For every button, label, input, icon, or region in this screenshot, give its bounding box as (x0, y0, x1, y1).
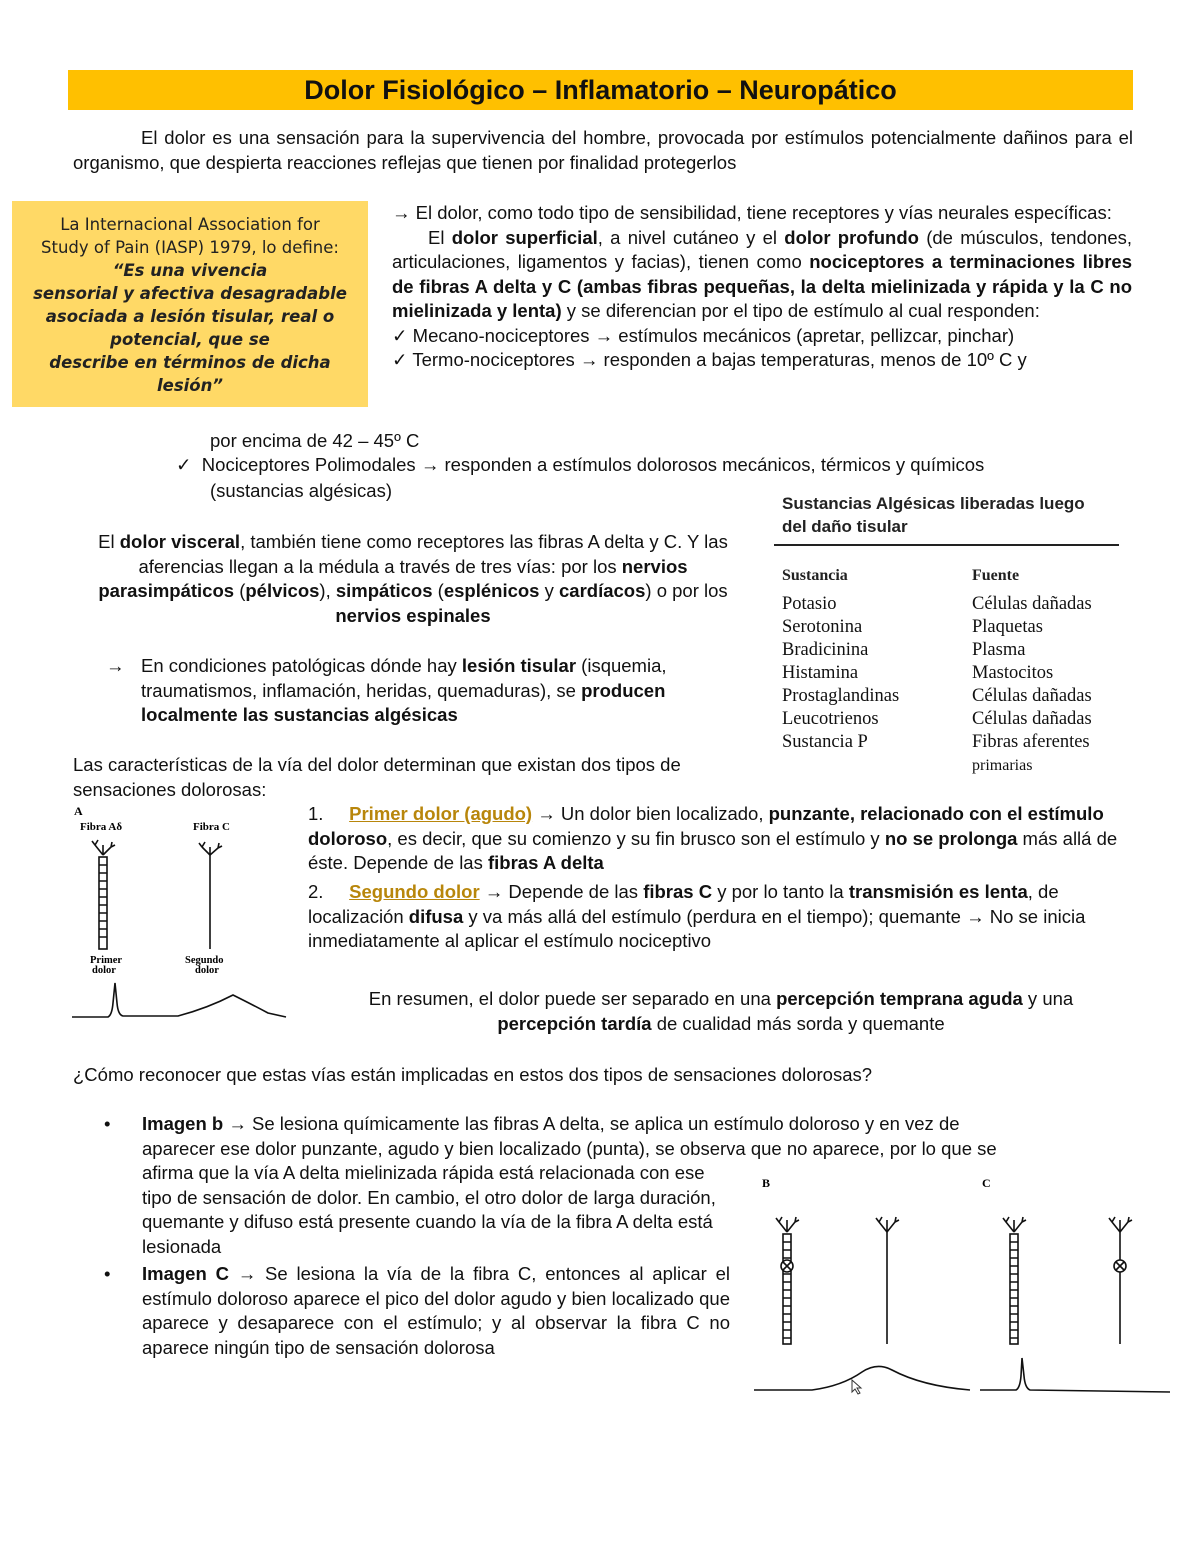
term-dolor-profundo: dolor profundo (784, 226, 919, 248)
table-cell: Células dañadas (972, 594, 1092, 614)
table-cell: Prostaglandinas (782, 686, 900, 706)
term: nervios espinales (335, 604, 491, 626)
term: fibras A delta (488, 852, 604, 873)
iasp-definition-box (12, 201, 368, 407)
term-sustancias-algesicas: producen localmente las sustancias algésicas (141, 679, 666, 725)
intro-paragraph (73, 126, 1133, 175)
check-text: Termo-nociceptores → responden a bajas temperaturas, menos de 10º C y (412, 349, 1027, 370)
patologicas-arrow: → (106, 655, 125, 676)
superficial-paragraph (392, 226, 1132, 324)
algesic-table (782, 564, 1092, 777)
pain-trace-icon (980, 1358, 1170, 1392)
text: → Depende de las (479, 881, 644, 902)
list-number: 1. (308, 803, 324, 824)
figure-a-diagram (68, 803, 293, 1023)
table-cell: Fibras aferentes (972, 732, 1090, 752)
text: ( (432, 580, 444, 601)
imagen-label: Imagen b (142, 1113, 224, 1134)
table-cell: Células dañadas (972, 686, 1092, 706)
term: fibras C (643, 881, 713, 902)
text: y una (1022, 988, 1074, 1009)
table-cell: Plasma (972, 640, 1026, 660)
checkmark-icon: ✓ (176, 454, 192, 475)
iasp-quote: sensorial y afectiva desagradable (33, 284, 347, 303)
table-divider (774, 544, 1119, 546)
table-cell: Sustancia P (782, 732, 868, 752)
bullet-icon: • (104, 1113, 111, 1134)
table-cell: primarias (972, 757, 1033, 774)
text: (de músculos, tendones, articulaciones, ligamentos y facias), tienen como (392, 226, 1133, 272)
pain-trace-icon (72, 983, 286, 1017)
visceral-paragraph (73, 530, 753, 628)
term-nociceptores: nociceptores a terminaciones libres de fibras A delta y C (ambas fibras pequeñas, la delta mielinizada y rápida y la C no mielinizada y lenta) (392, 251, 1132, 321)
figure-label: C (982, 1176, 991, 1190)
column-header: Sustancia (782, 567, 848, 584)
term-lesion-tisular: lesión tisular (461, 655, 577, 676)
iasp-quote: “Es una vivencia (112, 261, 268, 280)
checkmark-icon: ✓ (392, 324, 408, 346)
primer-dolor-link[interactable]: Primer dolor (agudo) (349, 803, 533, 824)
checkmark-icon: ✓ (392, 349, 408, 370)
lesioned-c-fiber-icon (1109, 1217, 1132, 1344)
pregunta-heading: ¿Cómo reconocer que estas vías están implicadas en estos dos tipos de sensaciones dolorosas? (73, 1064, 873, 1085)
iasp-quote: asociada a lesión tisular, real o (45, 307, 335, 326)
table-cell: Plaquetas (972, 617, 1043, 637)
segundo-dolor-link[interactable]: Segundo dolor (349, 881, 480, 902)
figure-label: B (762, 1176, 771, 1190)
page-title: Dolor Fisiológico – Inflamatorio – Neuropático (68, 70, 1133, 110)
term-dolor-superficial: dolor superficial (451, 226, 598, 248)
table-cell: Leucotrienos (782, 709, 879, 729)
text: y por lo tanto la (712, 881, 849, 902)
dolor-label: dolor (92, 965, 116, 976)
term: cardíacos (559, 580, 646, 601)
table-row (782, 708, 1092, 731)
algesic-table-block (782, 492, 1122, 777)
table-cell: Histamina (782, 663, 859, 683)
text: y se diferencian por el tipo de estímulo al cual responden: (561, 300, 1040, 321)
dolor-label: dolor (195, 965, 219, 976)
imagen-c-paragraph (142, 1262, 730, 1360)
term-dolor-visceral: dolor visceral (119, 531, 241, 552)
table-row (782, 685, 1092, 708)
text: El (428, 226, 452, 248)
imagen-b-line (142, 1112, 1142, 1137)
text: ), (319, 580, 336, 601)
text: En condiciones patológicas dónde hay (141, 655, 462, 676)
table-row (782, 754, 1092, 777)
table-title: Sustancias Algésicas liberadas luego (782, 494, 1085, 513)
term: esplénicos (443, 580, 540, 601)
fiber-a-delta-icon (1003, 1217, 1026, 1344)
table-row (782, 662, 1092, 685)
check-continuation: (sustancias algésicas) (210, 480, 392, 501)
check-item (392, 324, 1132, 349)
table-cell (782, 754, 972, 777)
text: , también tiene como receptores las fibras A delta y C. Y las aferencias llegan a la médula a través de tres vías: por los (138, 531, 728, 577)
term: nervios parasimpáticos (98, 555, 688, 601)
term: transmisión es lenta (848, 881, 1028, 902)
dolor-label: Segundo (185, 955, 224, 966)
bullet-icon: • (104, 1263, 111, 1284)
table-cell: Células dañadas (972, 709, 1092, 729)
caracteristicas-paragraph: Las características de la vía del dolor determinan que existan dos tipos de sensaciones dolorosas: (73, 754, 681, 800)
check-continuation: por encima de 42 – 45º C (210, 430, 420, 451)
text: (isquemia, traumatismos, inflamación, heridas, quemaduras), se (141, 655, 667, 701)
table-cell: Potasio (782, 594, 837, 614)
check-text: Nociceptores Polimodales → responden a estímulos dolorosos mecánicos, térmicos y químicos (201, 454, 985, 475)
term: percepción tardía (497, 1012, 652, 1034)
receptors-intro: → El dolor, como todo tipo de sensibilidad, tiene receptores y vías neurales específicas: (392, 202, 1112, 223)
receptors-section (392, 201, 1132, 373)
table-cell: Mastocitos (972, 663, 1054, 683)
primer-dolor-item (308, 802, 1134, 876)
text: y (539, 580, 560, 601)
segundo-dolor-item (308, 880, 1134, 954)
fiber-label: Fibra Aδ (80, 821, 123, 833)
table-title: del daño tisular (782, 517, 908, 536)
text: El (98, 531, 120, 552)
text: de cualidad más sorda y quemante (651, 1012, 945, 1034)
text: , es decir, que su comienzo y su fin brusco son el estímulo y (387, 827, 885, 849)
term: percepción temprana aguda (776, 988, 1023, 1009)
iasp-quote: describe en términos de dicha (49, 353, 331, 372)
text: → Un dolor bien localizado, (532, 803, 769, 824)
table-row (782, 593, 1092, 616)
check-item (392, 348, 1132, 373)
figure-label: A (74, 804, 83, 818)
resumen-paragraph (308, 987, 1134, 1036)
text: , de localización (308, 881, 1059, 927)
patologicas-paragraph (141, 654, 755, 728)
text: más allá de éste. Depende de las (308, 827, 1118, 873)
fiber-c-icon (876, 1217, 899, 1344)
cursor-icon (852, 1380, 861, 1394)
text: , a nivel cutáneo y el (597, 226, 785, 248)
table-row (782, 731, 1092, 754)
pain-trace-icon (754, 1366, 970, 1390)
imagen-b-line: aparecer ese dolor punzante, agudo y bien localizado (punta), se observa que no aparece, por lo que se (142, 1138, 997, 1159)
dolor-label: Primer (90, 955, 123, 966)
iasp-line: La Internacional Association for (60, 215, 320, 234)
imagen-label: Imagen C (142, 1263, 229, 1284)
table-header-row (782, 564, 1092, 593)
term: pélvicos (245, 580, 320, 601)
term: punzante, relacionado con el estímulo doloroso (308, 803, 1104, 849)
text: ) o por los (645, 580, 728, 601)
column-header: Fuente (972, 567, 1020, 584)
table-row (782, 616, 1092, 639)
iasp-quote: lesión” (156, 376, 224, 395)
table-cell: Bradicinina (782, 640, 869, 660)
intro-text: El dolor es una sensación para la supervivencia del hombre, provocada por estímulos potencialmente dañinos para el organismo, que despierta reacciones reflejas que tienen por finalidad protegerlos (73, 127, 1133, 173)
text: ( (234, 580, 246, 601)
term: no se prolonga (884, 827, 1018, 849)
text: y va más allá del estímulo (perdura en el tiempo); quemante → No se inicia inmediatamente al aplicar el estímulo nociceptivo (308, 905, 1086, 951)
lesioned-a-delta-fiber-icon (776, 1217, 799, 1344)
term: simpáticos (335, 580, 433, 601)
figure-bc-diagram (752, 1172, 1176, 1402)
fiber-label: Fibra C (193, 821, 230, 833)
term: difusa (408, 905, 464, 927)
fiber-c-icon (199, 842, 222, 949)
list-number: 2. (308, 881, 324, 902)
table-cell: Serotonina (782, 617, 863, 637)
text: En resumen, el dolor puede ser separado en una (368, 988, 777, 1009)
imagen-b-rest: afirma que la vía A delta mielinizada rápida está relacionada con ese tipo de sensación de dolor. En cambio, el otro dolor de larga duración, quemante y difuso está presente cuando la vía de la fibra A delta está lesionada (142, 1162, 716, 1257)
text: → Se lesiona químicamente las fibras A delta, se aplica un estímulo doloroso y en vez de (223, 1113, 960, 1134)
check-item (176, 453, 984, 478)
table-row (782, 639, 1092, 662)
check-text: Mecano-nociceptores → estímulos mecánicos (apretar, pellizcar, pinchar) (412, 324, 1015, 346)
fiber-a-delta-icon (92, 840, 115, 949)
iasp-quote: potencial, que se (110, 330, 270, 349)
text: → Se lesiona la vía de la fibra C, entonces al aplicar el estímulo doloroso aparece el pico del dolor agudo y bien localizado que aparece y desaparece con el estímulo; y al observar la fibra C no aparece ningún tipo de sensación dolorosa (142, 1263, 730, 1358)
iasp-line: Study of Pain (IASP) 1979, lo define: (41, 238, 339, 257)
